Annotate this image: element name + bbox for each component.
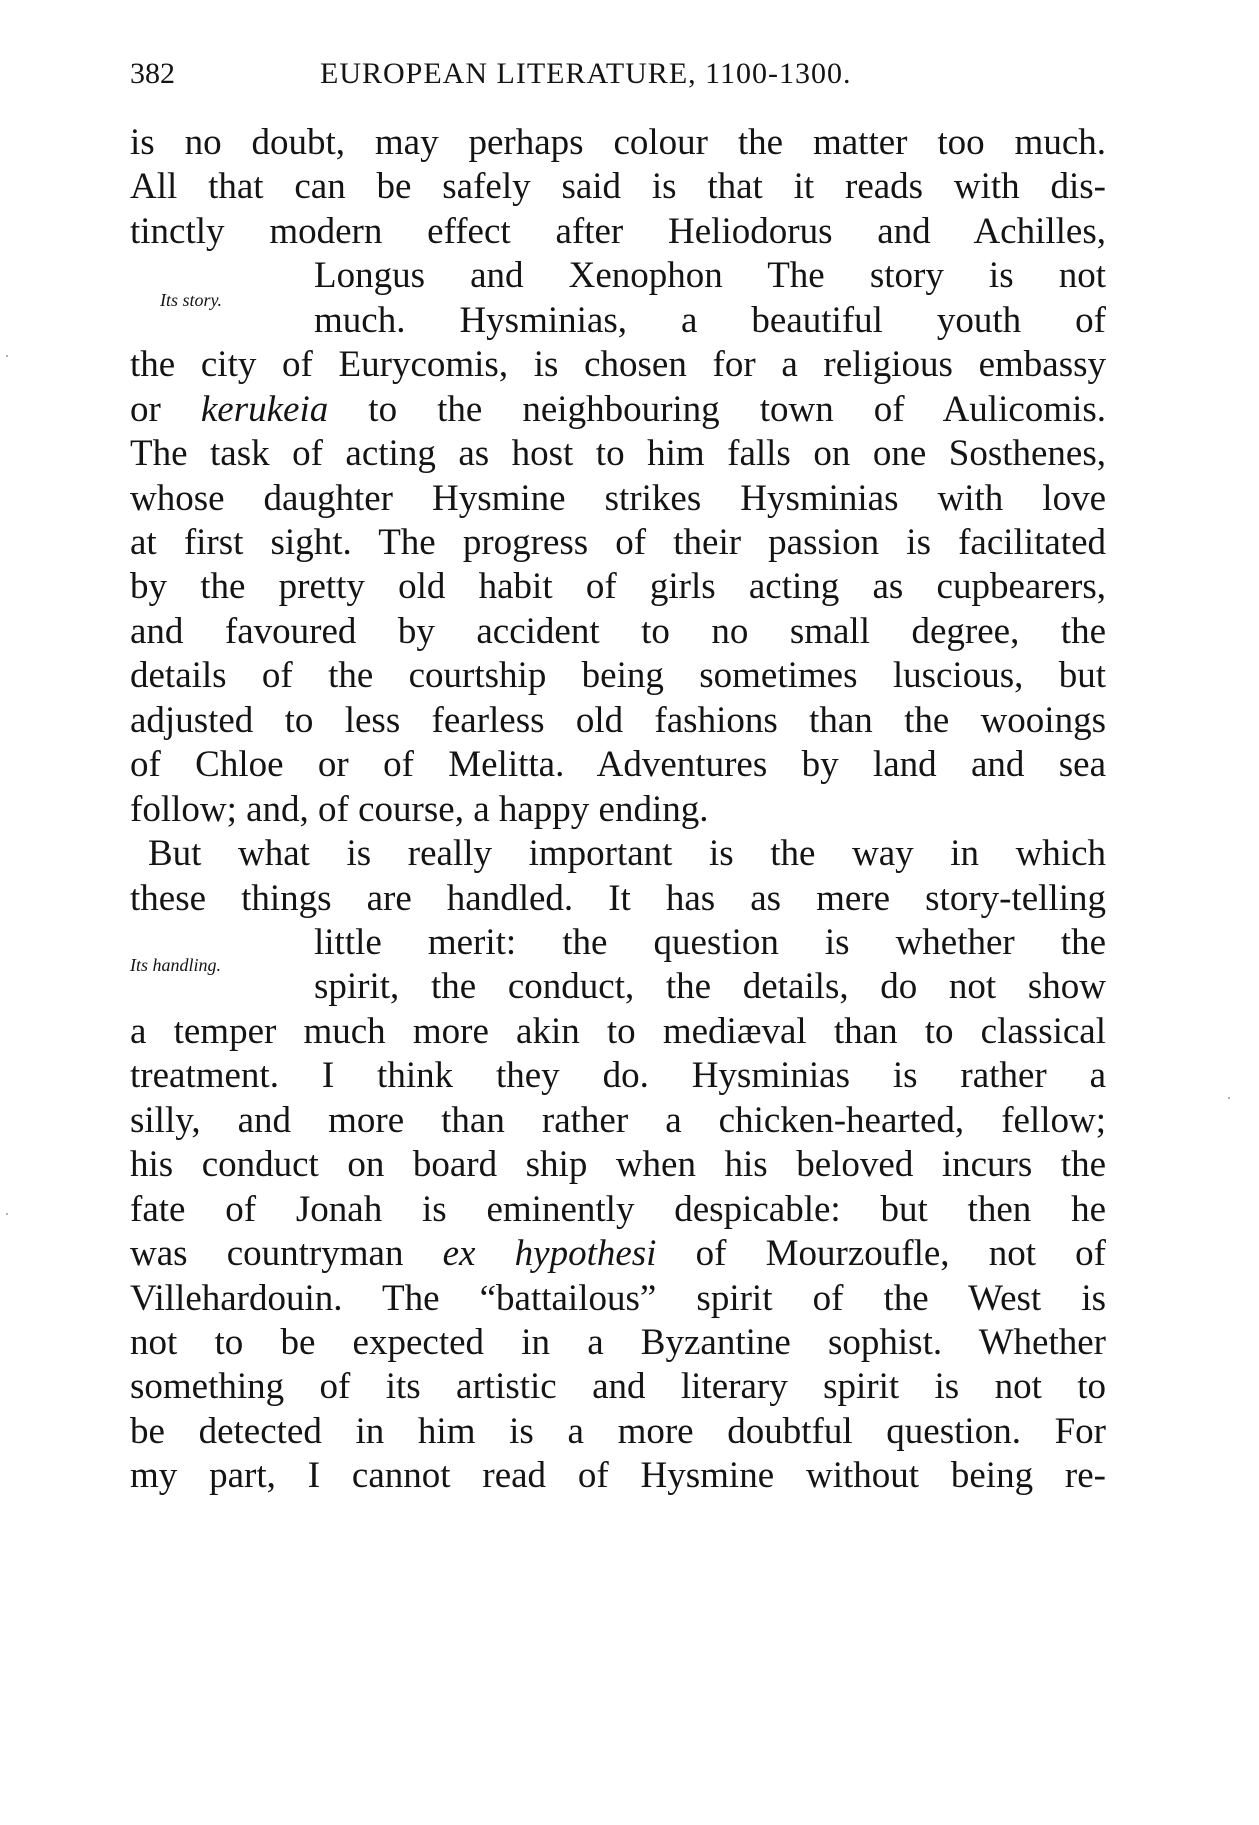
text-run: of Mourzoufle, not of — [656, 1233, 1106, 1274]
running-title: EUROPEAN LITERATURE, 1100-1300. — [320, 57, 852, 90]
side-note-its-story: Its story. — [160, 290, 223, 310]
text-line: a temper much more akin to mediæval than to classical — [130, 1011, 1106, 1052]
text-line: spirit, the conduct, the details, do not show — [314, 966, 1106, 1007]
text-line: much. Hysminias, a beautiful youth of — [314, 300, 1106, 341]
text-line: But what is really important is the way in which — [148, 833, 1106, 874]
text-line: details of the courtship being sometimes luscious, but — [130, 655, 1106, 696]
text-line: whose daughter Hysmine strikes Hysminias with love — [130, 478, 1106, 519]
paper-speck — [6, 355, 8, 357]
text-line: not to be expected in a Byzantine sophist. Whether — [130, 1322, 1106, 1363]
text-line: tinctly modern effect after Heliodorus and Achilles, — [130, 211, 1106, 252]
text-run: was countryman — [130, 1233, 443, 1274]
italic-term-ex-hypothesi: ex hypothesi — [442, 1233, 657, 1274]
text-line: Longus and Xenophon The story is not — [314, 255, 1106, 296]
text-line: follow; and, of course, a happy ending. — [130, 789, 709, 830]
side-note-its-handling: Its handling. — [130, 955, 222, 975]
text-line: treatment. I think they do. Hysminias is rather a — [130, 1055, 1106, 1096]
text-line — [130, 1231, 1106, 1277]
paper-speck — [6, 1213, 8, 1215]
text-line — [130, 387, 1106, 433]
text-run: or — [130, 389, 201, 430]
text-line: little merit: the question is whether the — [314, 922, 1106, 963]
text-line: The task of acting as host to him falls on one Sosthenes, — [130, 433, 1106, 474]
text-line: and favoured by accident to no small degree, the — [130, 611, 1106, 652]
text-line: is no doubt, may perhaps colour the matter too much. — [130, 122, 1106, 163]
text-line: of Chloe or of Melitta. Adventures by land and sea — [130, 744, 1106, 785]
text-line: my part, I cannot read of Hysmine without being re- — [130, 1455, 1106, 1496]
page-header — [130, 57, 930, 97]
text-line: by the pretty old habit of girls acting as cupbearers, — [130, 566, 1106, 607]
text-line: something of its artistic and literary spirit is not to — [130, 1366, 1106, 1407]
paper-speck — [1228, 1097, 1230, 1099]
text-line: silly, and more than rather a chicken-hearted, fellow; — [130, 1100, 1106, 1141]
page-number: 382 — [130, 57, 175, 90]
text-line: be detected in him is a more doubtful question. For — [130, 1411, 1106, 1452]
text-line: All that can be safely said is that it reads with dis- — [130, 166, 1106, 207]
italic-term-kerukeia: kerukeia — [200, 389, 329, 430]
text-run: to the neighbouring town of Aulicomis. — [328, 389, 1106, 430]
text-line: at first sight. The progress of their passion is facilitated — [130, 522, 1106, 563]
text-line: adjusted to less fearless old fashions than the wooings — [130, 700, 1106, 741]
text-line: fate of Jonah is eminently despicable: but then he — [130, 1189, 1106, 1230]
text-line: these things are handled. It has as mere story-telling — [130, 878, 1106, 919]
text-line: his conduct on board ship when his beloved incurs the — [130, 1144, 1106, 1185]
text-line: Villehardouin. The “battailous” spirit of the West is — [130, 1278, 1106, 1319]
text-line: the city of Eurycomis, is chosen for a religious embassy — [130, 344, 1106, 385]
